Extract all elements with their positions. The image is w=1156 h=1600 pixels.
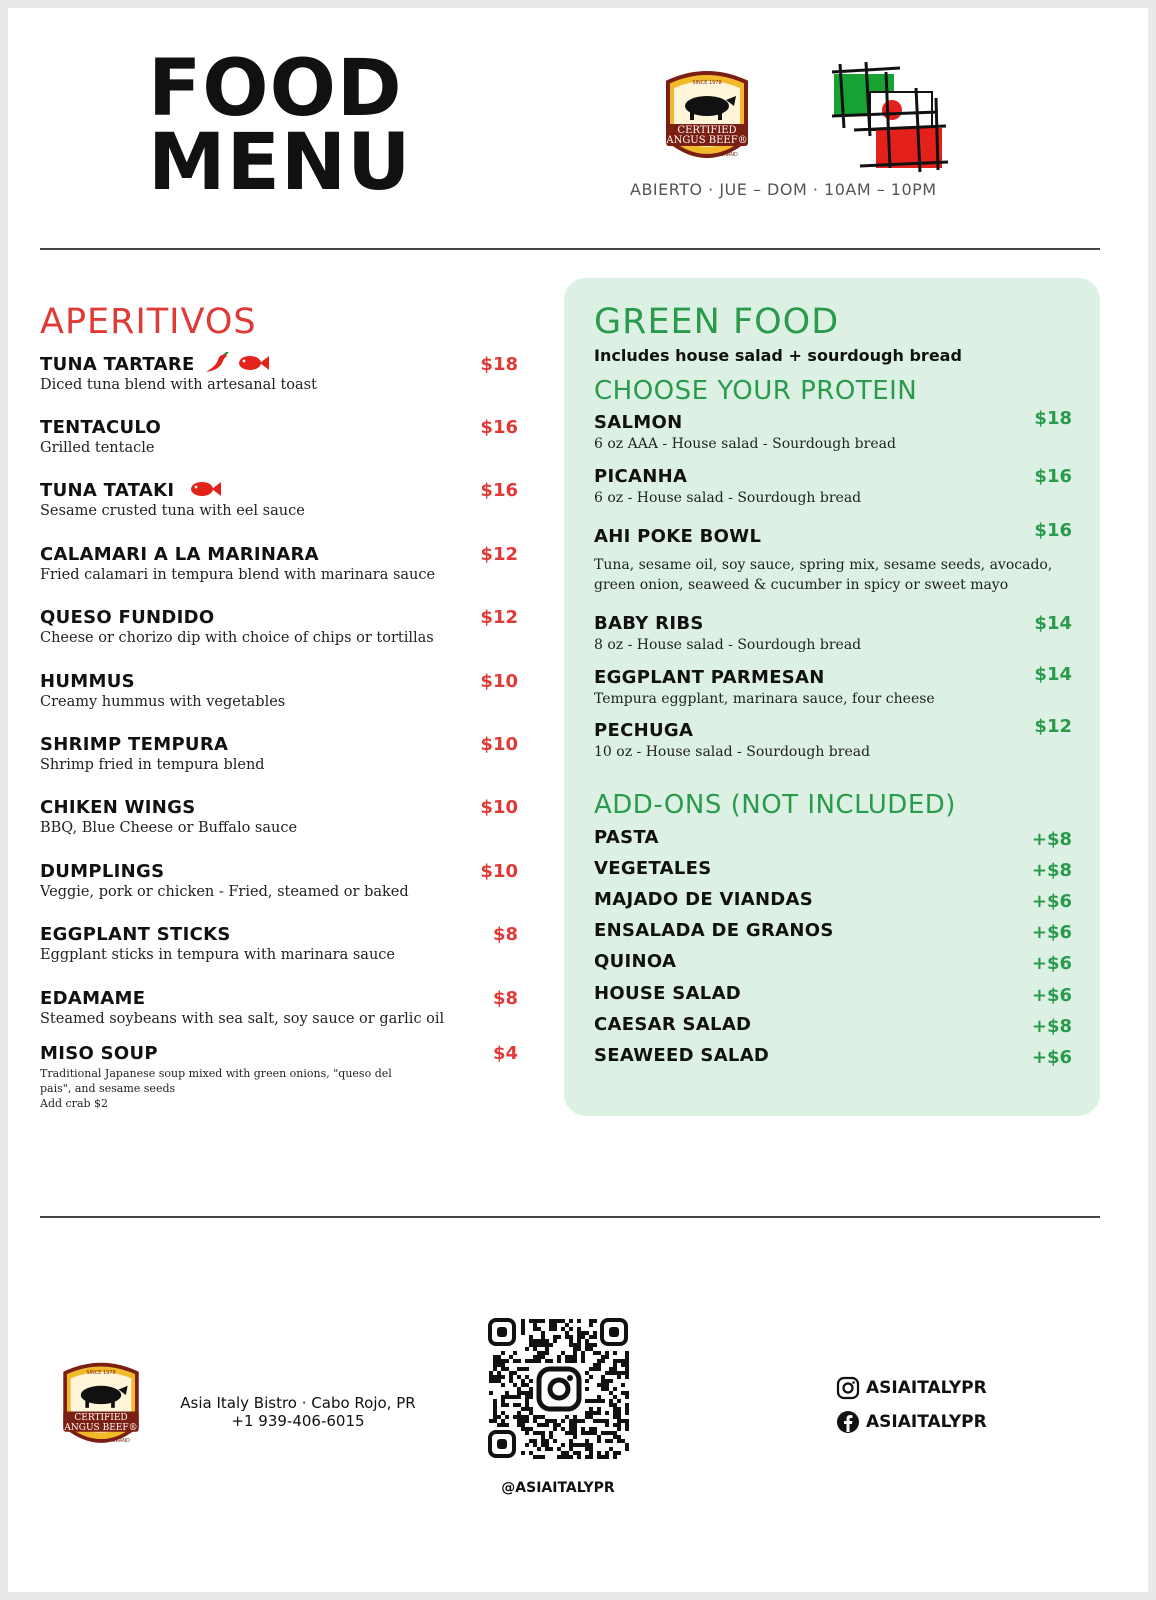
footer-logo-certified-text: CERTIFIED [74, 1413, 128, 1423]
addon-name: SEAWEED SALAD [594, 1045, 770, 1066]
aperitivo-name: HUMMUS [40, 671, 135, 692]
aperitivo-name: TUNA TATAKI [40, 480, 175, 501]
addon-price: +$6 [1031, 985, 1072, 1006]
aperitivo-item [40, 544, 435, 583]
opening-hours: ABIERTO · JUE – DOM · 10AM – 10PM [630, 180, 937, 199]
aperitivo-item [40, 480, 305, 519]
protein-title: CHOOSE YOUR PROTEIN [594, 376, 918, 406]
aperitivo-name: TUNA TARTARE [40, 354, 195, 375]
aperitivo-item [40, 797, 297, 836]
addon-name: QUINOA [594, 951, 677, 972]
instagram-qr-code[interactable] [488, 1318, 630, 1460]
logo-since-text: SINCE 1978 [692, 80, 722, 86]
business-info [168, 1394, 428, 1430]
aperitivos-title: APERITIVOS [40, 302, 257, 342]
instagram-handle: ASIAITALYPR [866, 1378, 987, 1398]
protein-desc: 8 oz - House salad - Sourdough bread [594, 637, 862, 653]
addon-price: +$8 [1031, 860, 1072, 881]
aperitivo-desc: Veggie, pork or chicken - Fried, steamed or baked [40, 884, 409, 900]
facebook-icon [836, 1410, 860, 1434]
fish-icon [236, 352, 270, 374]
green-food-subtitle: Includes house salad + sourdough bread [594, 346, 962, 365]
aperitivo-name: QUESO FUNDIDO [40, 607, 215, 628]
aperitivo-desc: Eggplant sticks in tempura with marinara sauce [40, 947, 395, 963]
qr-handle: @ASIAITALYPR [501, 1480, 615, 1496]
angus-beef-logo [660, 68, 754, 168]
instagram-link[interactable] [836, 1376, 987, 1400]
aperitivo-item [40, 924, 395, 963]
aperitivo-price: $8 [492, 924, 518, 945]
footer-logo-since-text: SINCE 1978 [86, 1370, 116, 1376]
aperitivo-price: $12 [480, 607, 518, 628]
business-phone: +1 939-406-6015 [231, 1412, 365, 1430]
aperitivo-price: $18 [480, 354, 518, 375]
aperitivo-item [40, 734, 265, 773]
aperitivo-desc: Sesame crusted tuna with eel sauce [40, 503, 305, 519]
menu-title-line1: FOOD [148, 44, 403, 134]
logo-angus-text: ANGUS BEEF® [666, 135, 748, 146]
protein-desc: 6 oz AAA - House salad - Sourdough bread [594, 436, 896, 452]
aperitivo-name: SHRIMP TEMPURA [40, 734, 229, 755]
aperitivo-name: TENTACULO [40, 417, 162, 438]
logo-brand-text: BRAND [720, 152, 738, 158]
menu-page [8, 8, 1148, 1592]
aperitivo-price: $10 [480, 671, 518, 692]
aperitivo-price: $10 [480, 861, 518, 882]
protein-desc: Tempura eggplant, marinara sauce, four cheese [594, 691, 935, 707]
aperitivo-item [40, 1043, 420, 1111]
addon-name: HOUSE SALAD [594, 983, 742, 1004]
green-food-title: GREEN FOOD [594, 302, 840, 342]
addon-name: ENSALADA DE GRANOS [594, 920, 834, 941]
protein-name: EGGPLANT PARMESAN [594, 667, 825, 688]
aperitivo-desc-extra: Add crab $2 [40, 1097, 109, 1110]
protein-price: $14 [1034, 613, 1072, 634]
addon-price: +$6 [1031, 922, 1072, 943]
aperitivo-name: DUMPLINGS [40, 861, 165, 882]
header-divider [40, 248, 1100, 250]
aperitivo-name: CHIKEN WINGS [40, 797, 196, 818]
aperitivo-item [40, 354, 317, 393]
protein-item [594, 466, 1064, 506]
business-name: Asia Italy Bistro · Cabo Rojo, PR [180, 1394, 416, 1412]
addon-name: MAJADO DE VIANDAS [594, 889, 814, 910]
aperitivo-item [40, 671, 285, 710]
aperitivo-price: $10 [480, 734, 518, 755]
protein-name: BABY RIBS [594, 613, 704, 634]
aperitivo-desc: Traditional Japanese soup mixed with green onions, "queso del pais", and sesame seeds [40, 1067, 392, 1095]
fish-icon [188, 478, 222, 500]
aperitivo-price: $16 [480, 480, 518, 501]
addon-name: PASTA [594, 827, 659, 848]
addon-price: +$8 [1031, 829, 1072, 850]
aperitivo-desc: Steamed soybeans with sea salt, soy sauce or garlic oil [40, 1011, 445, 1027]
addon-name: VEGETALES [594, 858, 712, 879]
addon-price: +$6 [1031, 1047, 1072, 1068]
aperitivo-item [40, 417, 161, 456]
addon-name: CAESAR SALAD [594, 1014, 752, 1035]
protein-desc: 6 oz - House salad - Sourdough bread [594, 490, 862, 506]
aperitivo-desc: Shrimp fried in tempura blend [40, 757, 265, 773]
protein-price: $16 [1034, 466, 1072, 487]
protein-name: PECHUGA [594, 720, 694, 741]
protein-item [594, 412, 1064, 452]
aperitivo-desc: BBQ, Blue Cheese or Buffalo sauce [40, 820, 298, 836]
footer-logo-brand-text: BRAND [112, 1438, 130, 1444]
flags-logo [830, 58, 950, 176]
aperitivo-name: EDAMAME [40, 988, 146, 1009]
protein-item [594, 526, 1064, 595]
addons-title: ADD-ONS (NOT INCLUDED) [594, 790, 956, 820]
aperitivo-price: $10 [480, 797, 518, 818]
protein-name: SALMON [594, 412, 683, 433]
aperitivo-item [40, 607, 434, 646]
footer-divider [40, 1216, 1100, 1218]
aperitivo-price: $4 [492, 1043, 518, 1064]
facebook-link[interactable] [836, 1410, 987, 1434]
aperitivo-price: $16 [480, 417, 518, 438]
aperitivo-price: $8 [492, 988, 518, 1009]
aperitivo-desc: Creamy hummus with vegetables [40, 694, 286, 710]
protein-price: $14 [1034, 664, 1072, 685]
instagram-icon [836, 1376, 860, 1400]
protein-desc: Tuna, sesame oil, soy sauce, spring mix, sesame seeds, avocado, green onion, seaweed & cucumber in spicy or sweet mayo [594, 557, 1053, 593]
aperitivo-item [40, 861, 409, 900]
menu-title-line2: MENU [148, 118, 412, 208]
addon-price: +$8 [1031, 1016, 1072, 1037]
aperitivo-desc: Grilled tentacle [40, 440, 155, 456]
protein-desc: 10 oz - House salad - Sourdough bread [594, 744, 871, 760]
aperitivo-name: CALAMARI A LA MARINARA [40, 544, 319, 565]
aperitivo-price: $12 [480, 544, 518, 565]
protein-name: PICANHA [594, 466, 688, 487]
protein-item [594, 667, 1064, 707]
footer-logo-angus-text: ANGUS BEEF® [64, 1423, 138, 1433]
protein-item [594, 613, 1064, 653]
addon-price: +$6 [1031, 891, 1072, 912]
footer-angus-logo [56, 1360, 146, 1452]
protein-name: AHI POKE BOWL [594, 526, 762, 547]
aperitivo-desc: Cheese or chorizo dip with choice of chips or tortillas [40, 630, 434, 646]
protein-price: $18 [1034, 408, 1072, 429]
chili-pepper-icon [202, 352, 236, 374]
aperitivo-desc: Diced tuna blend with artesanal toast [40, 377, 317, 393]
protein-item [594, 720, 1064, 760]
facebook-handle: ASIAITALYPR [866, 1412, 987, 1432]
protein-price: $12 [1034, 716, 1072, 737]
logo-certified-text: CERTIFIED [677, 125, 737, 136]
aperitivo-name: EGGPLANT STICKS [40, 924, 231, 945]
aperitivo-desc: Fried calamari in tempura blend with marinara sauce [40, 567, 436, 583]
addon-price: +$6 [1031, 953, 1072, 974]
aperitivo-item [40, 988, 444, 1027]
protein-price: $16 [1034, 520, 1072, 541]
aperitivo-name: MISO SOUP [40, 1043, 158, 1064]
